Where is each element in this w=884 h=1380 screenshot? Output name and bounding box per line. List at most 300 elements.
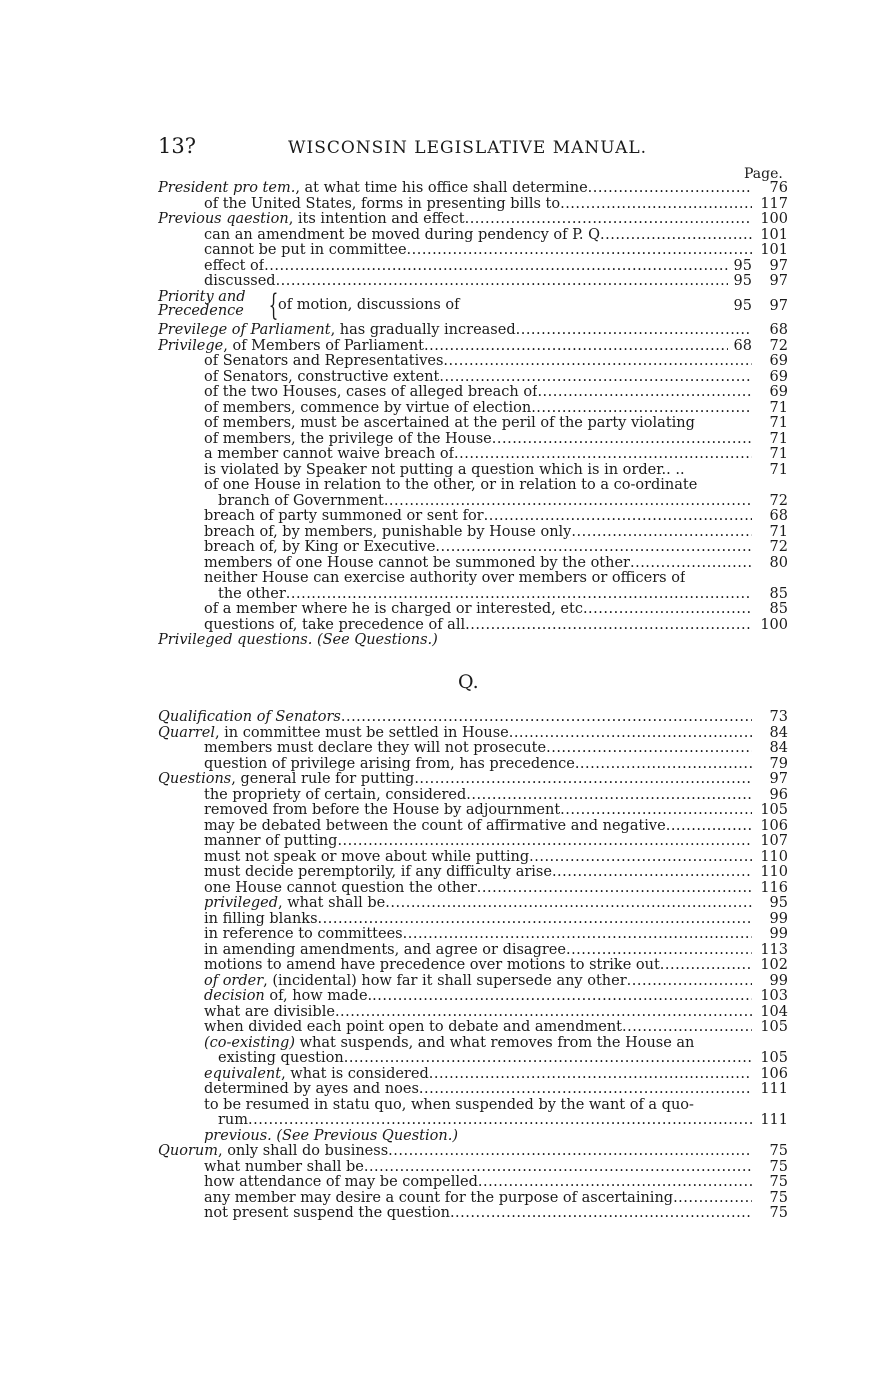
entry-text: question of privilege arising from, has precedence	[204, 756, 575, 772]
leader-dots	[492, 432, 752, 448]
entry-text-wrap	[204, 432, 492, 448]
entry-text: of members, the privilege of the House	[204, 431, 492, 447]
brace-symbol: {	[268, 288, 279, 323]
entry-page: 97	[769, 298, 788, 314]
entry-text: neither House can exercise authority over members or officers of	[204, 571, 686, 586]
entry-text-wrap	[158, 323, 516, 339]
entry-text: must not speak or move about while putting	[204, 849, 530, 865]
entry-text: determined by ayes and noes	[204, 1082, 419, 1097]
entry-page: 96	[769, 786, 788, 803]
entry-text-wrap	[158, 181, 588, 197]
index-entry	[158, 339, 788, 355]
entry-lead: Quorum	[158, 1144, 218, 1159]
entry-page: 72	[769, 492, 788, 509]
index-entry	[158, 989, 788, 1005]
entry-page: 75	[769, 1143, 788, 1159]
leader-dots	[435, 540, 752, 556]
leader-dots	[531, 401, 752, 417]
leader-dots	[627, 974, 752, 990]
leader-dots	[466, 788, 752, 804]
entry-page: 71	[769, 523, 788, 540]
entry-page: 113	[760, 941, 788, 958]
entry-text: of Senators and Representatives	[204, 354, 444, 369]
entry-text-wrap	[204, 274, 276, 290]
leader-dots	[673, 1191, 752, 1207]
entry-lead: privileged	[204, 896, 279, 911]
index-entry	[158, 896, 788, 912]
entry-text-wrap	[204, 1175, 478, 1191]
entry-lead: Privilege	[158, 338, 224, 354]
entry-lead: (co-existing)	[204, 1035, 295, 1051]
index-entry	[158, 259, 788, 275]
index-entry	[158, 958, 788, 974]
entry-text-wrap	[204, 757, 575, 773]
index-entry	[158, 509, 788, 525]
entry-text-wrap	[204, 834, 337, 850]
entry-text: of members, commence by virtue of election	[204, 400, 532, 416]
leader-dots	[478, 1175, 752, 1191]
entry-page: 100	[760, 211, 788, 227]
index-entry	[158, 1206, 788, 1222]
leader-dots	[560, 197, 752, 213]
index-entry	[158, 447, 788, 463]
leader-dots	[566, 943, 752, 959]
index-entry	[158, 1191, 788, 1207]
entry-text-wrap	[204, 509, 484, 525]
entry-text: effect of	[204, 258, 265, 274]
index-entry	[158, 478, 788, 494]
entry-text: not present suspend the question	[204, 1206, 450, 1221]
entry-page: 69	[769, 384, 788, 400]
entry-text-wrap	[158, 710, 341, 726]
leader-dots	[403, 927, 752, 943]
entry-text: manner of putting	[204, 834, 338, 849]
entry-text: when divided each point open to debate and amendment	[204, 1020, 622, 1035]
index-entry	[158, 974, 788, 990]
entry-lead: Previlege of Parliament	[158, 323, 331, 338]
entry-text: removed from before the House by adjournment	[204, 803, 561, 818]
entry-text: (See Questions.)	[312, 633, 438, 648]
index-block-brace	[158, 288, 788, 323]
entry-text: (See Previous Question.)	[271, 1128, 458, 1144]
leader-dots	[414, 772, 752, 788]
entry-text: branch of Government	[218, 493, 384, 509]
entry-text: , its intention and effect	[288, 212, 465, 227]
entry-text: , has gradually increased	[330, 323, 516, 338]
entry-page: 97	[769, 273, 788, 289]
entry-text-wrap	[204, 1098, 694, 1114]
entry-page: 106	[760, 817, 788, 834]
entry-text: the propriety of certain, considered	[204, 787, 467, 803]
entry-page-first: 95	[733, 257, 752, 274]
entry-text: , only shall do business	[217, 1144, 389, 1159]
entry-text-wrap	[204, 463, 685, 479]
entry-page: 71	[769, 446, 788, 462]
index-block-p	[158, 181, 788, 290]
entry-text: , general rule for putting	[231, 772, 415, 787]
leader-dots	[552, 865, 752, 881]
entry-text: how attendance of may be compelled	[204, 1175, 478, 1190]
entry-text: one House cannot question the other	[204, 880, 477, 896]
entry-text-wrap	[158, 1144, 388, 1160]
index-entry	[158, 757, 788, 773]
entry-text-wrap	[204, 974, 627, 990]
entry-text-wrap	[204, 1067, 429, 1083]
entry-text-wrap	[204, 1191, 673, 1207]
entry-lead: President pro tem.	[158, 181, 296, 196]
entry-text-wrap	[204, 259, 264, 275]
entry-page: 85	[769, 585, 788, 602]
leader-dots	[364, 1160, 752, 1176]
entry-page: 105	[760, 1050, 788, 1066]
entry-page-first: 68	[733, 337, 752, 354]
entry-text: of the United States, forms in presenting bills to	[204, 196, 561, 212]
entry-page: 103	[760, 988, 788, 1004]
entry-lead: previous.	[204, 1128, 272, 1144]
index-entry	[158, 463, 788, 479]
index-entry	[158, 912, 788, 928]
index-entry	[158, 881, 788, 897]
index-entry	[158, 494, 788, 510]
entry-page: 71	[769, 461, 788, 478]
leader-dots	[454, 447, 752, 463]
index-entry	[158, 432, 788, 448]
index-entry	[158, 197, 788, 213]
leader-dots	[388, 1144, 752, 1160]
entry-text-wrap	[204, 943, 566, 959]
brace-label-2: Precedence	[158, 303, 244, 319]
entry-text-wrap	[204, 912, 318, 928]
entry-text-wrap	[204, 571, 685, 587]
section-letter: Q.	[458, 671, 479, 693]
entry-text-wrap	[204, 1129, 458, 1145]
leader-dots	[384, 494, 752, 510]
leader-dots	[560, 803, 752, 819]
entry-text: of the two Houses, cases of alleged breach of	[204, 385, 538, 400]
entry-text-wrap	[204, 927, 403, 943]
index-block-q	[158, 710, 788, 1222]
leader-dots	[537, 385, 752, 401]
index-entry	[158, 540, 788, 556]
leader-dots	[385, 896, 752, 912]
entry-text-wrap	[204, 525, 571, 541]
leader-dots	[344, 1051, 752, 1067]
index-entry	[158, 1036, 788, 1052]
entry-text: of a member where he is charged or interested, etc	[204, 602, 583, 617]
leader-dots	[666, 819, 752, 835]
entry-text-wrap	[204, 478, 697, 494]
entry-text: what number shall be	[204, 1159, 364, 1175]
entry-text-wrap	[204, 881, 477, 897]
index-entry	[158, 1005, 788, 1021]
entry-lead: Qualification of Senators	[158, 710, 341, 725]
entry-lead: Privileged questions.	[158, 633, 313, 648]
entry-page: 97	[769, 257, 788, 274]
index-entry	[158, 1113, 788, 1129]
entry-page: 79	[769, 755, 788, 772]
page-number: 13?	[158, 134, 196, 158]
entry-text: must decide peremptorily, if any difficulty arise	[204, 865, 552, 880]
entry-text-wrap	[204, 989, 372, 1005]
index-entry	[158, 1020, 788, 1036]
entry-page: 71	[769, 430, 788, 447]
entry-text: of members, must be ascertained at the peril of the party violating	[204, 416, 695, 431]
entry-text-wrap	[204, 243, 407, 259]
leader-dots	[318, 912, 752, 928]
leader-dots	[529, 850, 752, 866]
entry-text-wrap	[218, 587, 286, 603]
index-entry	[158, 354, 788, 370]
entry-text-wrap	[204, 602, 583, 618]
index-entry	[158, 181, 788, 197]
leader-dots	[424, 339, 728, 355]
entry-text: of one House in relation to the other, or in relation to a co-ordinate	[204, 478, 698, 493]
entry-text-wrap	[204, 1082, 419, 1098]
entry-page: 69	[769, 353, 788, 369]
leader-dots	[509, 726, 752, 742]
entry-text: questions of, take precedence of all	[204, 617, 466, 633]
leader-dots	[407, 243, 752, 259]
entry-text: , what is considered	[281, 1066, 429, 1082]
entry-text-wrap	[218, 494, 384, 510]
index-entry	[158, 228, 788, 244]
index-entry	[158, 834, 788, 850]
index-entry	[158, 772, 788, 788]
entry-page: 105	[760, 1019, 788, 1035]
entry-page: 72	[769, 337, 788, 354]
entry-text: to be resumed in statu quo, when suspended by the want of a quo-	[204, 1097, 694, 1113]
entry-text: any member may desire a count for the purpose of ascertaining	[204, 1190, 674, 1206]
entry-page: 84	[769, 724, 788, 741]
index-entry	[158, 1175, 788, 1191]
entry-page: 102	[760, 957, 788, 973]
entry-page: 68	[769, 322, 788, 338]
entry-page: 97	[769, 771, 788, 787]
entry-text-wrap	[204, 1020, 622, 1036]
entry-text: , what shall be	[278, 896, 386, 911]
entry-page: 71	[769, 399, 788, 416]
entry-page: 107	[760, 833, 788, 849]
entry-text: can an amendment be moved during pendency of P. Q	[204, 227, 600, 243]
leader-dots	[443, 354, 752, 370]
entry-page: 117	[760, 195, 788, 212]
entry-text-wrap	[204, 865, 552, 881]
entry-text-wrap	[204, 819, 666, 835]
entry-page: 111	[760, 1112, 788, 1128]
entry-text: , of Members of Parliament	[223, 338, 424, 354]
leader-dots	[286, 587, 752, 603]
entry-text: what are divisible	[204, 1004, 335, 1020]
leader-dots	[575, 757, 752, 773]
index-entry	[158, 1098, 788, 1114]
index-entry	[158, 212, 788, 228]
entry-page: 75	[769, 1205, 788, 1221]
entry-text-wrap	[204, 1005, 335, 1021]
entry-text: the other	[218, 586, 286, 602]
index-entry	[158, 710, 788, 726]
entry-text-wrap	[204, 354, 443, 370]
leader-dots	[477, 881, 752, 897]
leader-dots	[588, 181, 752, 197]
index-entry	[158, 323, 788, 339]
index-entry	[158, 243, 788, 259]
leader-dots	[337, 834, 752, 850]
page-header	[158, 134, 788, 164]
leader-dots	[571, 525, 752, 541]
entry-text: , in committee must be settled in House	[214, 725, 509, 741]
index-entry	[158, 803, 788, 819]
index-entry	[158, 927, 788, 943]
leader-dots	[429, 1067, 752, 1083]
entry-lead: Questions	[158, 772, 232, 787]
entry-text-wrap	[204, 228, 600, 244]
entry-lead: Quarrel	[158, 725, 215, 741]
leader-dots	[372, 989, 752, 1005]
index-entry	[158, 385, 788, 401]
entry-page: 71	[769, 415, 788, 431]
leader-dots	[248, 1113, 752, 1129]
entry-text-wrap	[204, 401, 531, 417]
entry-text: members must declare they will not prosecute	[204, 741, 547, 756]
index-entry	[158, 1067, 788, 1083]
entry-text: motions to amend have precedence over motions to strike out	[204, 958, 660, 973]
leader-dots	[546, 741, 752, 757]
entry-page: 104	[760, 1003, 788, 1020]
leader-dots	[439, 370, 752, 386]
entry-text: a member cannot waive breach of	[204, 447, 455, 462]
index-entry	[158, 633, 788, 649]
entry-text: members of one House cannot be summoned by the other	[204, 555, 630, 571]
entry-page: 72	[769, 539, 788, 555]
index-entry	[158, 850, 788, 866]
entry-text-wrap	[204, 1160, 364, 1176]
entry-lead: Previous qaestion	[158, 212, 289, 227]
entry-page: 110	[760, 848, 788, 865]
running-head: WISCONSIN LEGISLATIVE MANUAL.	[288, 138, 648, 158]
index-entry	[158, 1160, 788, 1176]
entry-text: , at what time his office shall determine	[295, 181, 588, 196]
page-column-heading: Page.	[744, 166, 783, 182]
entry-page-first: 95	[733, 298, 752, 314]
index-entry	[158, 571, 788, 587]
index-entry	[158, 788, 788, 804]
entry-text-wrap	[218, 1113, 248, 1129]
entry-text-wrap	[204, 850, 529, 866]
brace-label-1: Priority and	[158, 289, 246, 305]
entry-page: 111	[760, 1081, 788, 1097]
entry-page: 99	[769, 926, 788, 942]
leader-dots	[660, 958, 752, 974]
entry-text: existing question	[218, 1051, 344, 1066]
entry-text: breach of party summoned or sent for	[204, 509, 484, 524]
entry-page: 110	[760, 864, 788, 880]
entry-page: 105	[760, 802, 788, 818]
index-entry	[158, 370, 788, 386]
index-entry	[158, 416, 788, 432]
entry-page: 75	[769, 1189, 788, 1206]
leader-dots	[465, 212, 752, 228]
entry-text-wrap	[204, 540, 435, 556]
entry-text-wrap	[204, 788, 466, 804]
leader-dots	[276, 274, 728, 290]
index-entry	[158, 1144, 788, 1160]
entry-text-wrap	[158, 633, 438, 649]
entry-page: 100	[760, 616, 788, 633]
entry-page: 99	[769, 910, 788, 927]
leader-dots	[630, 556, 752, 572]
entry-page: 95	[769, 895, 788, 911]
entry-lead: of order	[204, 973, 264, 989]
entry-text-wrap	[158, 726, 509, 742]
entry-page: 69	[769, 368, 788, 385]
entry-page: 99	[769, 972, 788, 989]
leader-dots	[264, 259, 728, 275]
entry-text: may be debated between the count of affirmative and negative	[204, 818, 666, 834]
index-entry	[158, 726, 788, 742]
entry-text-wrap	[158, 212, 465, 228]
entry-text-wrap	[204, 197, 560, 213]
leader-dots	[465, 618, 752, 634]
entry-text-wrap	[158, 772, 414, 788]
entry-text-wrap	[204, 385, 537, 401]
leader-dots	[583, 602, 752, 618]
entry-lead: equivalent	[204, 1066, 282, 1082]
entry-text: is violated by Speaker not putting a question which is in order.. ..	[204, 462, 685, 478]
entry-text-wrap	[204, 447, 454, 463]
index-entry	[158, 1051, 788, 1067]
entry-text-wrap	[204, 1036, 694, 1052]
entry-text: discussed	[204, 274, 276, 289]
entry-page: 73	[769, 709, 788, 725]
index-block-p2	[158, 323, 788, 649]
index-entry	[158, 943, 788, 959]
index-entry	[158, 865, 788, 881]
index-entry	[158, 618, 788, 634]
entry-text: , (incidental) how far it shall supersede any other	[263, 973, 627, 989]
entry-page: 101	[760, 226, 788, 243]
entry-text: of motion, discussions of	[278, 297, 460, 313]
index-entry	[158, 741, 788, 757]
entry-page: 101	[760, 242, 788, 258]
entry-text-wrap	[204, 741, 546, 757]
entry-text-wrap	[218, 1051, 344, 1067]
entry-text: breach of, by members, punishable by House only	[204, 524, 572, 540]
entry-text-wrap	[204, 416, 695, 432]
index-entry	[158, 556, 788, 572]
index-entry	[158, 274, 788, 290]
entry-text: what suspends, and what removes from the House an	[295, 1035, 695, 1051]
entry-text-wrap	[204, 370, 439, 386]
entry-text: in amending amendments, and agree or disagree	[204, 942, 566, 958]
leader-dots	[341, 710, 752, 726]
entry-page: 75	[769, 1158, 788, 1175]
leader-dots	[600, 228, 752, 244]
index-entry	[158, 602, 788, 618]
entry-text-wrap	[204, 958, 660, 974]
entry-text: in reference to committees	[204, 927, 403, 942]
index-entry	[158, 288, 788, 323]
leader-dots	[419, 1082, 752, 1098]
entry-text-wrap	[204, 896, 385, 912]
index-entry	[158, 1082, 788, 1098]
leader-dots	[622, 1020, 752, 1036]
entry-page: 106	[760, 1065, 788, 1082]
entry-text: breach of, by King or Executive	[204, 540, 436, 555]
entry-page: 80	[769, 554, 788, 571]
index-entry	[158, 819, 788, 835]
entry-text: in filling blanks	[204, 911, 318, 927]
entry-text: of Senators, constructive extent	[204, 369, 440, 385]
